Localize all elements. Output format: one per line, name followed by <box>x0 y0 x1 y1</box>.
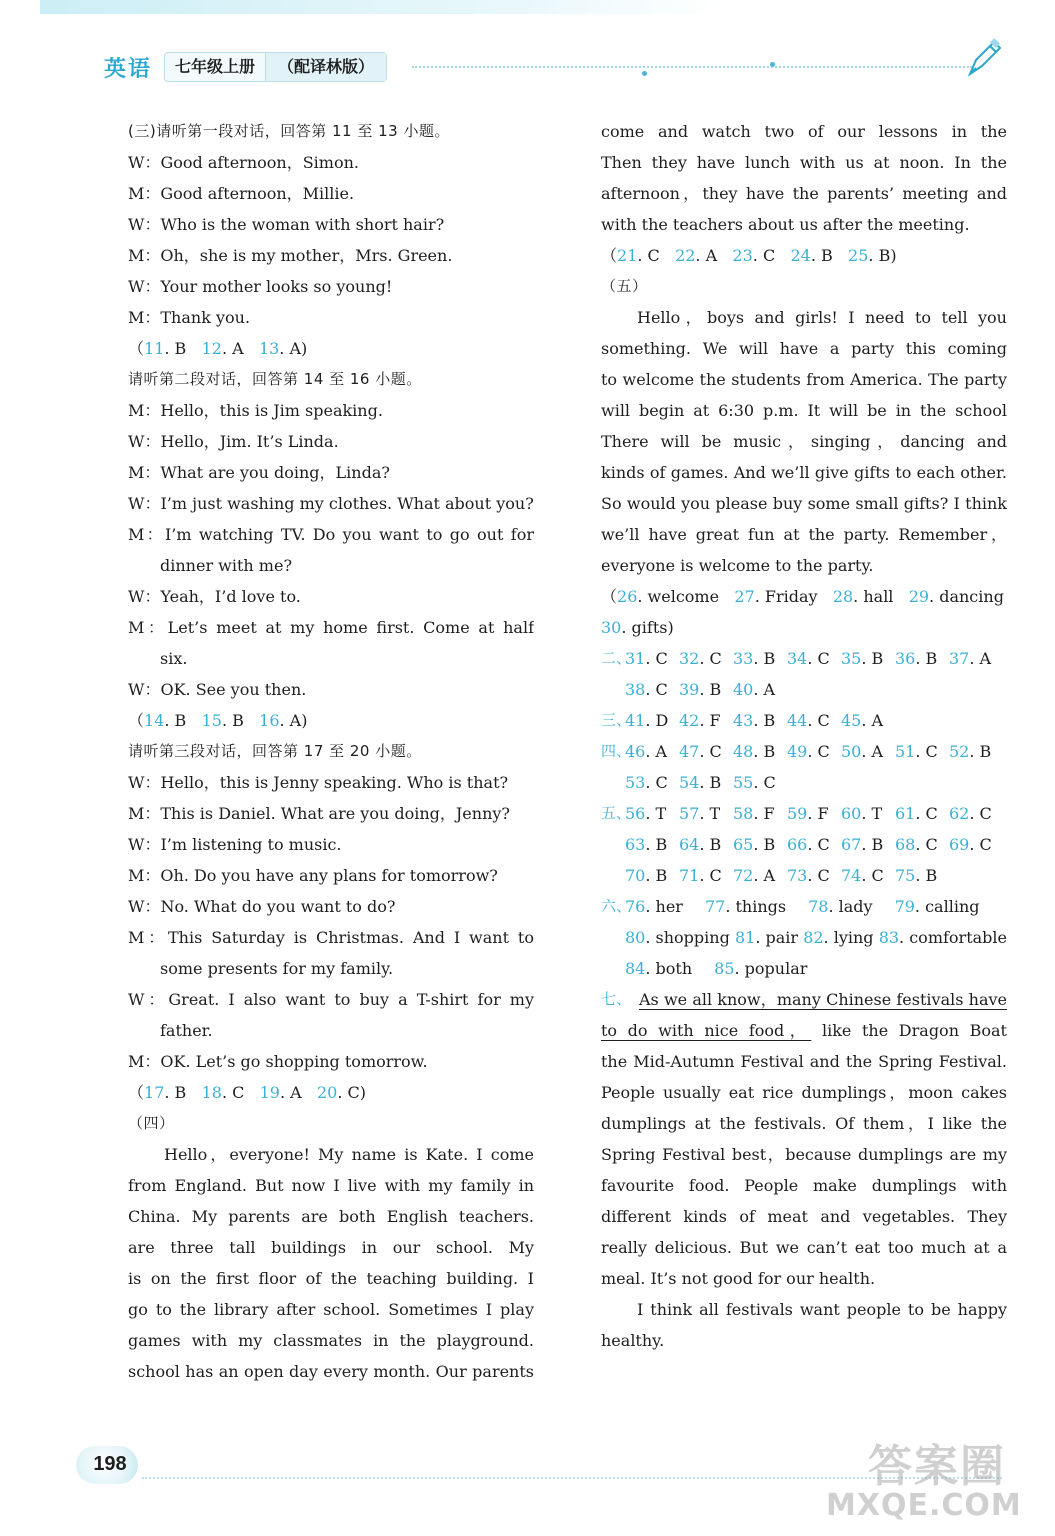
grade-label: 七年级上册 <box>165 53 266 81</box>
essay-line: different kinds of meat and vegetables. They <box>601 1207 1007 1226</box>
dialogue-line: W：Yeah，I’d love to. <box>128 587 301 606</box>
dialogue-line: M：This Saturday is Christmas. And I want to <box>128 928 534 947</box>
answer-line: （26. welcome 27. Friday 28. hall 29. dancing <box>601 587 1004 606</box>
passage-line: are three tall buildings in our school. My <box>128 1238 534 1257</box>
top-decoration-bar <box>40 0 720 14</box>
dialogue-line: W：OK. See you then. <box>128 680 307 699</box>
dialogue-line: six. <box>160 649 188 668</box>
dialogue-line: W：No. What do you want to do? <box>128 897 396 916</box>
answer-row-section-6 <box>601 891 1007 922</box>
answer-words: 76. her 77. things 78. lady 79. calling <box>625 897 980 916</box>
question-number: 17 <box>144 1083 165 1102</box>
essay-first-line <box>601 984 1007 1015</box>
question-number: 11 <box>144 339 165 358</box>
dialogue-3-intro: 请听第三段对话，回答第 17 至 20 小题。 <box>128 742 422 760</box>
question-number: 23 <box>732 246 753 265</box>
dialogue-line: M：OK. Let’s go shopping tomorrow. <box>128 1052 428 1071</box>
question-number: 24 <box>790 246 811 265</box>
answer-cells: 63. B 64. B 65. B 66. C 67. B 68. C 69. C <box>625 835 992 854</box>
essay-line: I think all festivals want people to be happy <box>637 1300 1007 1319</box>
right-column <box>601 116 1007 1356</box>
answer-line: （21. C 22. A 23. C 24. B 25. B) <box>601 246 897 265</box>
page-number: 198 <box>93 1452 127 1475</box>
header-dot <box>642 71 647 76</box>
answer-line: （17. B 18. C 19. A 20. C) <box>128 1083 366 1102</box>
passage-line: school has an open day every month. Our parents <box>128 1362 534 1381</box>
passage-line: to welcome the students from America. The party <box>601 370 1007 389</box>
answer-row-section-4 <box>601 736 1007 767</box>
answer-row-section-5 <box>601 829 1007 860</box>
answer-line: （14. B 15. B 16. A) <box>128 711 308 730</box>
section-6-label: 六、 <box>601 897 632 915</box>
dialogue-line: M：I’m watching TV. Do you want to go out for <box>128 525 534 544</box>
answer-words: 84. both 85. popular <box>625 959 808 978</box>
answer-cells: 38. C 39. B 40. A <box>625 680 776 699</box>
question-number: 16 <box>259 711 280 730</box>
essay-underlined-text: to do with nice food， <box>601 1021 812 1040</box>
dialogue-line: M：Good afternoon，Millie. <box>128 184 355 203</box>
grade-edition-box <box>164 52 387 82</box>
passage-line: with the teachers about us after the meeting. <box>601 215 970 234</box>
passage-line: Hello，everyone! My name is Kate. I come <box>164 1145 534 1164</box>
passage-line: China. My parents are both English teachers. <box>128 1207 534 1226</box>
passage-line: Hello，boys and girls! I need to tell you <box>637 308 1007 327</box>
essay-line: really delicious. But we can’t eat too much at a <box>601 1238 1007 1257</box>
dialogue-line: M：Let’s meet at my home first. Come at half <box>128 618 534 637</box>
dialogue-line: W：Hello，Jim. It’s Linda. <box>128 432 339 451</box>
answer-row-section-5 <box>601 798 1007 829</box>
question-number: 30 <box>601 618 622 637</box>
passage-line: afternoon，they have the parents’ meeting and <box>601 184 1007 203</box>
answer-row-section-4 <box>601 767 1007 798</box>
passage-line: everyone is welcome to the party. <box>601 556 874 575</box>
watermark-logo <box>818 1430 1048 1530</box>
question-number: 22 <box>675 246 696 265</box>
passage-line: will begin at 6:30 p.m. It will be in the school <box>601 401 1007 420</box>
passage-line: go to the library after school. Sometimes I play <box>128 1300 534 1319</box>
question-number: 29 <box>908 587 930 606</box>
answer-row-section-6 <box>601 922 1007 953</box>
dialogue-1-intro: (三)请听第一段对话，回答第 11 至 13 小题。 <box>128 122 450 140</box>
dialogue-line: M：Oh，she is my mother，Mrs. Green. <box>128 246 453 265</box>
question-number: 18 <box>201 1083 222 1102</box>
pen-icon <box>962 36 1006 80</box>
answer-row-section-6 <box>601 953 1007 984</box>
question-number: 14 <box>144 711 165 730</box>
essay-underlined-text: As we all know，many Chinese festivals have <box>639 990 1007 1009</box>
essay-line: healthy. <box>601 1331 665 1350</box>
question-number: 19 <box>259 1083 280 1102</box>
section-4-label: 四、 <box>601 742 632 760</box>
header-dotted-line <box>412 66 972 68</box>
answer-cells: 70. B 71. C 72. A 73. C 74. C 75. B <box>625 866 938 885</box>
question-number: 25 <box>848 246 869 265</box>
passage-line: Then they have lunch with us at noon. In the <box>601 153 1007 172</box>
edition-label: （配译林版） <box>266 53 386 81</box>
essay-line: dumplings at the festivals. Of them，I like the <box>601 1114 1007 1133</box>
header-dot <box>770 62 775 67</box>
passage-line: There will be music，singing，dancing and <box>601 432 1007 451</box>
question-number: 12 <box>201 339 222 358</box>
essay-line: the Mid-Autumn Festival and the Spring Festival. <box>601 1052 1007 1071</box>
watermark-text: 答案圈 <box>868 1441 1006 1492</box>
answer-cells: 53. C 54. B 55. C <box>625 773 776 792</box>
watermark-url: MXQE.COM <box>826 1488 1022 1523</box>
dialogue-line: some presents for my family. <box>160 959 394 978</box>
answer-cells: 56. T 57. T 58. F 59. F 60. T 61. C 62. C <box>625 804 992 823</box>
dialogue-line: W：Great. I also want to buy a T-shirt for my <box>128 990 534 1009</box>
dialogue-line: M：This is Daniel. What are you doing，Jenny? <box>128 804 510 823</box>
dialogue-2-intro: 请听第二段对话，回答第 14 至 16 小题。 <box>128 370 422 388</box>
essay-line: to do with nice food， like the Dragon Boat <box>601 1021 1007 1040</box>
passage-line: come and watch two of our lessons in the <box>601 122 1007 141</box>
passage-line: something. We will have a party this coming <box>601 339 1007 358</box>
passage-line: from England. But now I live with my family in <box>128 1176 534 1195</box>
dialogue-line: M：Thank you. <box>128 308 251 327</box>
question-number: 13 <box>258 339 280 358</box>
answer-cells: 31. C 32. C 33. B 34. C 35. B 36. B 37. A <box>625 649 992 668</box>
dialogue-line: W：Hello，this is Jenny speaking. Who is that? <box>128 773 509 792</box>
answer-line: （11. B 12. A 13. A) <box>128 339 308 358</box>
section-5-label: 五、 <box>601 804 632 822</box>
answer-cells: 46. A 47. C 48. B 49. C 50. A 51. C 52. B <box>625 742 992 761</box>
dialogue-line: dinner with me? <box>160 556 293 575</box>
section-7-label: 七、 <box>601 990 632 1008</box>
dialogue-line: W：Who is the woman with short hair? <box>128 215 445 234</box>
section-3-label: 三、 <box>601 711 632 729</box>
passage-line: is on the first floor of the teaching building. I <box>128 1269 534 1288</box>
passage-line: games with my classmates in the playground. <box>128 1331 534 1350</box>
question-number: 20 <box>316 1083 338 1102</box>
dialogue-line: W：Your mother looks so young! <box>128 277 393 296</box>
question-number: 28 <box>832 587 854 606</box>
answer-line: 30. gifts) <box>601 618 674 637</box>
subject-title: 英语 <box>104 57 153 82</box>
dialogue-line: W：Good afternoon，Simon. <box>128 153 359 172</box>
question-number: 26 <box>617 587 638 606</box>
passage-line: we’ll have great fun at the party. Remember， <box>601 525 1007 544</box>
dialogue-line: M：What are you doing，Linda? <box>128 463 390 482</box>
dialogue-line: M：Oh. Do you have any plans for tomorrow? <box>128 866 498 885</box>
section-2-label: 二、 <box>601 649 632 667</box>
question-number: 27 <box>734 587 755 606</box>
left-column <box>128 116 534 1387</box>
passage-line: kinds of games. And we’ll give gifts to each other. <box>601 463 1007 482</box>
answer-row-section-3 <box>601 705 1007 736</box>
dialogue-line: M：Hello，this is Jim speaking. <box>128 401 383 420</box>
essay-line: Spring Festival best，because dumplings are my <box>601 1145 1007 1164</box>
dialogue-line: W：I’m just washing my clothes. What about you? <box>128 494 534 513</box>
essay-line: meal. It’s not good for our health. <box>601 1269 876 1288</box>
answer-row-section-5 <box>601 860 1007 891</box>
question-number: 21 <box>617 246 638 265</box>
section-5-label: （五） <box>601 277 648 295</box>
dialogue-line: W：I’m listening to music. <box>128 835 342 854</box>
section-4-label: （四） <box>128 1114 175 1132</box>
answer-cells: 41. D 42. F 43. B 44. C 45. A <box>625 711 884 730</box>
essay-line: People usually eat rice dumplings，moon cakes <box>601 1083 1007 1102</box>
question-number: 15 <box>201 711 222 730</box>
dialogue-line: father. <box>160 1021 213 1040</box>
answer-row-section-2 <box>601 643 1007 674</box>
answer-row-section-2 <box>601 674 1007 705</box>
passage-line: So would you please buy some small gifts? I think <box>601 494 1007 513</box>
answer-words: 80. shopping 81. pair 82. lying 83. comfortable <box>625 928 1007 947</box>
essay-line: favourite food. People make dumplings with <box>601 1176 1007 1195</box>
